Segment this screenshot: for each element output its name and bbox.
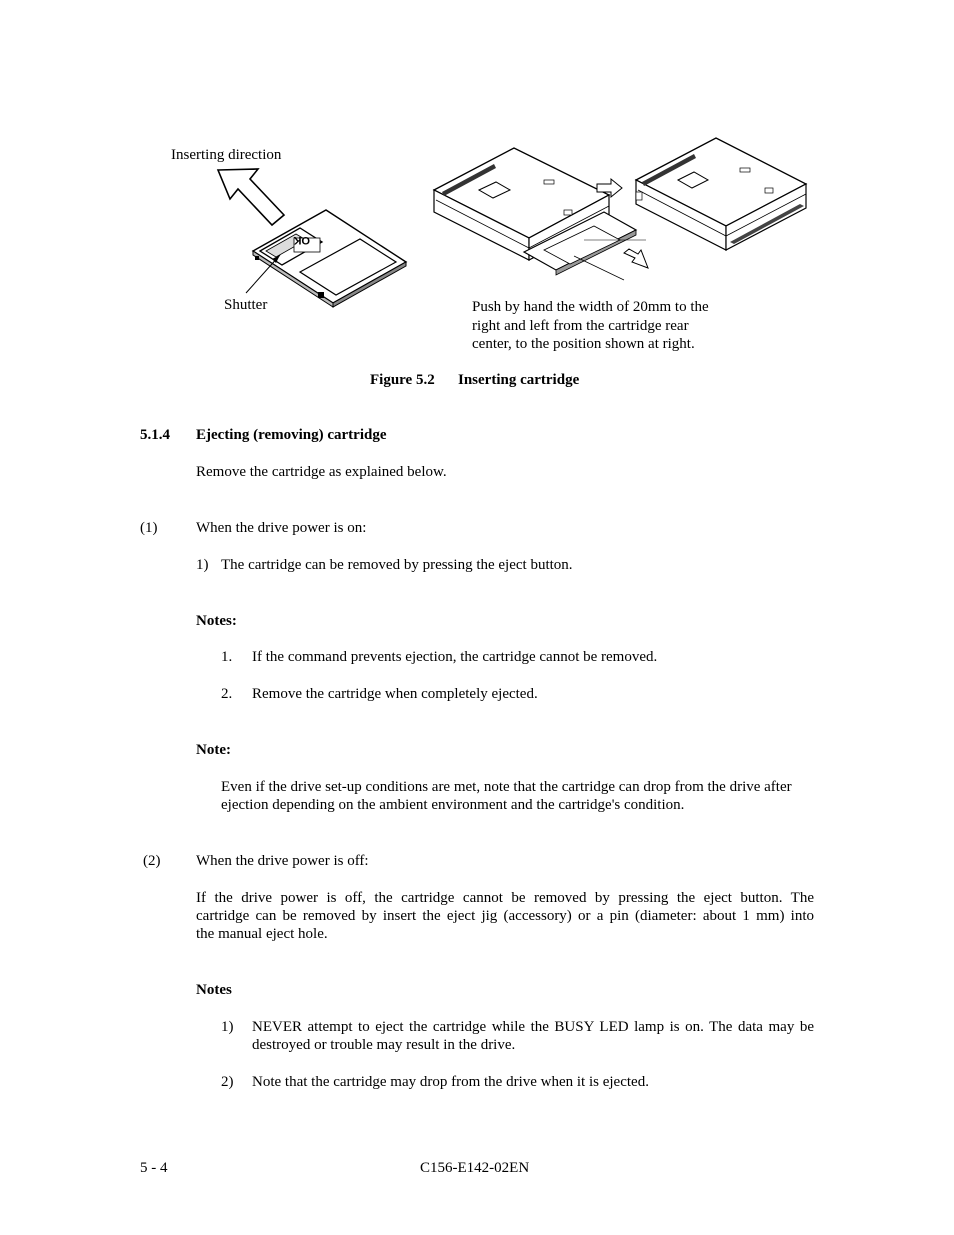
- item2-note1-line-1: NEVER attempt to eject the cartridge while the BUSY LED lamp is on. The data may be: [252, 1019, 814, 1035]
- figure-caption-title: Inserting cartridge: [458, 372, 580, 388]
- item2-note2-marker: 2): [221, 1074, 234, 1090]
- label-inserting-direction: Inserting direction: [171, 147, 282, 163]
- item1-step-text: The cartridge can be removed by pressing the eject button.: [221, 557, 573, 573]
- item1-heading: When the drive power is on:: [196, 520, 367, 536]
- item1-note2-text: Remove the cartridge when completely ejected.: [252, 686, 538, 702]
- item2-note1-marker: 1): [221, 1019, 234, 1035]
- footer-page-number: 5 - 4: [140, 1160, 168, 1176]
- item1-notes-heading: Notes:: [196, 613, 237, 629]
- item2-marker: (2): [143, 853, 161, 869]
- item1-note1-marker: 1.: [221, 649, 233, 665]
- push-note-line-1: Push by hand the width of 20mm to the: [472, 299, 709, 315]
- footer-doc-code: C156-E142-02EN: [420, 1160, 530, 1176]
- item2-note1-line-2: destroyed or trouble may result in the drive.: [252, 1037, 516, 1053]
- drive-inserted-illustration: [630, 132, 810, 257]
- push-note-line-2: right and left from the cartridge rear: [472, 318, 689, 334]
- item2-heading: When the drive power is off:: [196, 853, 369, 869]
- item1-note-line-2: ejection depending on the ambient environment and the cartridge's condition.: [221, 797, 685, 813]
- section-number: 5.1.4: [140, 427, 170, 443]
- floppy-disk-illustration: [210, 165, 410, 365]
- item1-note-line-1: Even if the drive set-up conditions are met, note that the cartridge can drop from the drive after: [221, 779, 792, 795]
- item2-para-line-2: cartridge can be removed by insert the eject jig (accessory) or a pin (diameter: about 1 mm) into: [196, 908, 814, 924]
- item2-para-line-1: If the drive power is off, the cartridge cannot be removed by pressing the eject button. The: [196, 890, 814, 906]
- item1-note1-text: If the command prevents ejection, the cartridge cannot be removed.: [252, 649, 658, 665]
- section-intro: Remove the cartridge as explained below.: [196, 464, 447, 480]
- disk-ok-label: OK: [293, 234, 310, 246]
- label-shutter: Shutter: [224, 297, 268, 313]
- item2-note2-line-1: Note that the cartridge may drop from the drive when it is ejected.: [252, 1074, 649, 1090]
- transition-arrow-icon: [595, 178, 625, 198]
- item1-note-heading: Note:: [196, 742, 231, 758]
- push-note-line-3: center, to the position shown at right.: [472, 336, 695, 352]
- section-title: Ejecting (removing) cartridge: [196, 427, 387, 443]
- drive-insert-illustration: [424, 140, 654, 290]
- item2-notes-heading: Notes: [196, 982, 232, 998]
- item2-para-line-3: the manual eject hole.: [196, 926, 328, 942]
- inserting-arrow-icon: [218, 169, 284, 225]
- item1-step-marker: 1): [196, 557, 209, 573]
- figure-caption-number: Figure 5.2: [370, 372, 435, 388]
- item1-note2-marker: 2.: [221, 686, 233, 702]
- item1-marker: (1): [140, 520, 158, 536]
